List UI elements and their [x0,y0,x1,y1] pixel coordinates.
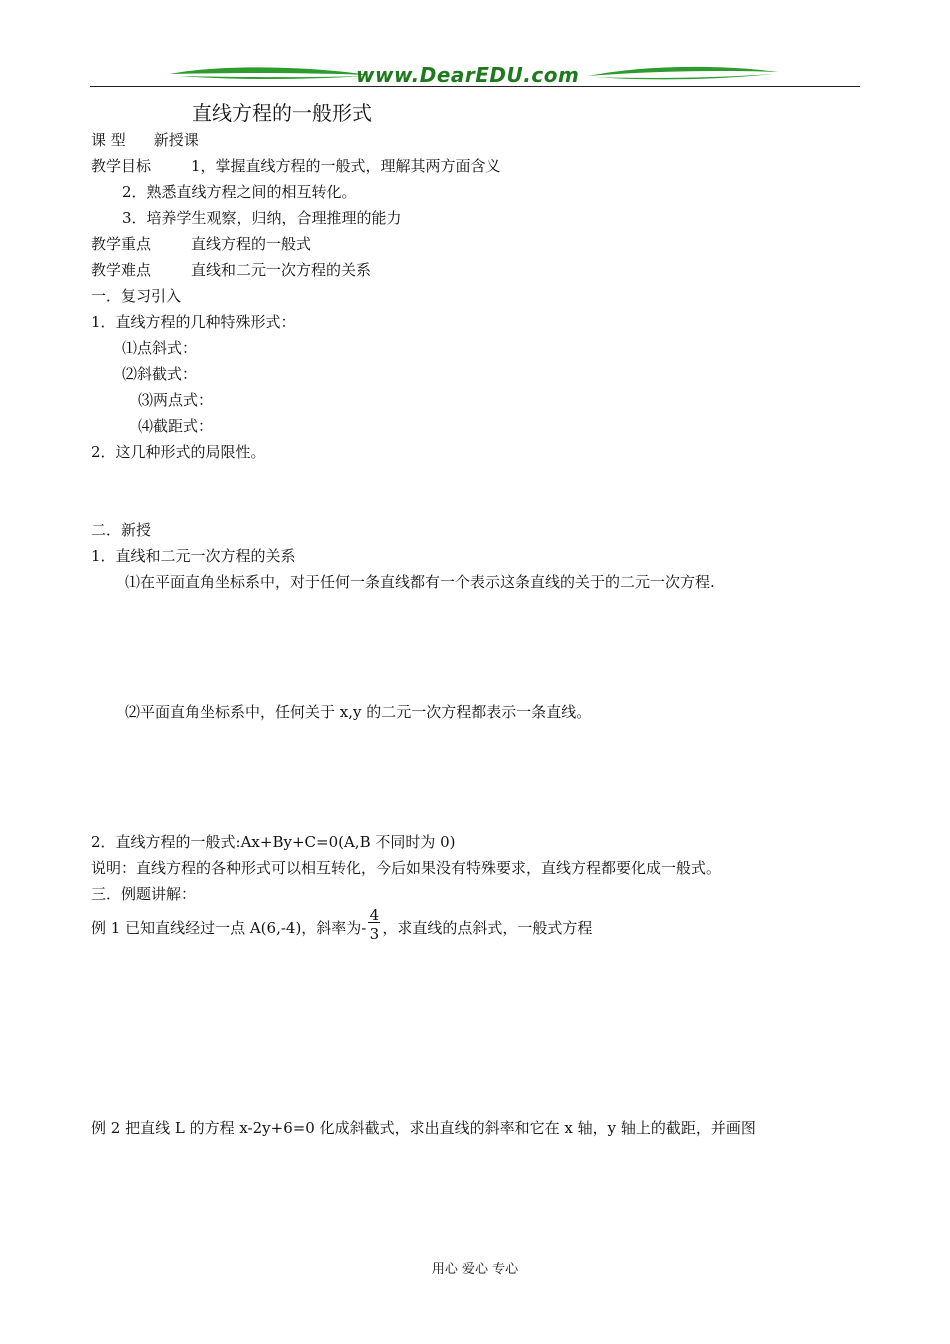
section-2-point-1: ⑴在平面直角坐标系中，对于任何一条直线都有一个表示这条直线的关于的二元一次方程. [125,573,715,591]
section-1-item-1: 1．直线方程的几种特殊形式： [91,313,296,331]
right-swoosh-graphic [588,64,778,84]
objective-2: 2．熟悉直线方程之间的相互转化。 [122,183,357,201]
section-3-heading: 三．例题讲解： [91,885,197,903]
site-logo: www.DearEDU.com [356,63,580,87]
key-point-value: 直线方程的一般式 [191,235,312,253]
example-1-text-after: ，求直线的点斜式，一般式方程 [382,919,593,937]
page-footer: 用心 爱心 专心 [431,1262,519,1277]
section-2-heading: 二．新授 [91,521,152,539]
difficulty-value: 直线和二元一次方程的关系 [191,261,372,279]
objective-3: 3．培养学生观察，归纳，合理推理的能力 [122,209,402,227]
section-2-note: 说明：直线方程的各种形式可以相互转化，今后如果没有特殊要求，直线方程都要化成一般式。 [91,859,722,877]
objective-1: 1，掌握直线方程的一般式，理解其两方面含义 [191,157,501,175]
example-1-text-before: 例 1 已知直线经过一点 A(6,-4)，斜率为- [91,919,367,937]
objectives-line [91,156,501,176]
section-1-item-2: 2．这几种形式的局限性。 [91,443,266,461]
header-rule [90,86,860,87]
document-title: 直线方程的一般形式 [192,101,372,125]
left-swoosh-graphic [170,64,370,84]
objectives-label: 教学目标 [91,157,152,175]
difficulty-line [91,260,371,280]
form-two-point: ⑶两点式： [138,391,214,409]
section-2-point-2: ⑵平面直角坐标系中，任何关于 x,y 的二元一次方程都表示一条直线。 [125,703,592,721]
section-1-heading: 一．复习引入 [91,287,182,305]
form-intercept: ⑷截距式： [138,417,214,435]
slope-fraction [367,906,381,943]
page-header [90,60,860,90]
difficulty-label: 教学难点 [91,261,152,279]
course-type-label: 课 型 [91,131,126,149]
key-point-line [91,234,311,254]
course-type-line [91,130,199,150]
key-point-label: 教学重点 [91,235,152,253]
section-2-item-2: 2．直线方程的一般式:Ax+By+C=0(A,B 不同时为 0) [91,833,456,851]
example-1 [91,906,593,943]
fraction-denominator: 3 [369,925,380,943]
form-slope-intercept: ⑵斜截式： [122,365,198,383]
course-type-value: 新授课 [153,131,199,149]
fraction-bar [368,922,380,923]
fraction-numerator: 4 [369,906,380,924]
section-2-item-1: 1．直线和二元一次方程的关系 [91,547,296,565]
form-point-slope: ⑴点斜式： [122,339,198,357]
example-2: 例 2 把直线 L 的方程 x-2y+6=0 化成斜截式，求出直线的斜率和它在 x 轴，y 轴上的截距，并画图 [91,1119,756,1137]
